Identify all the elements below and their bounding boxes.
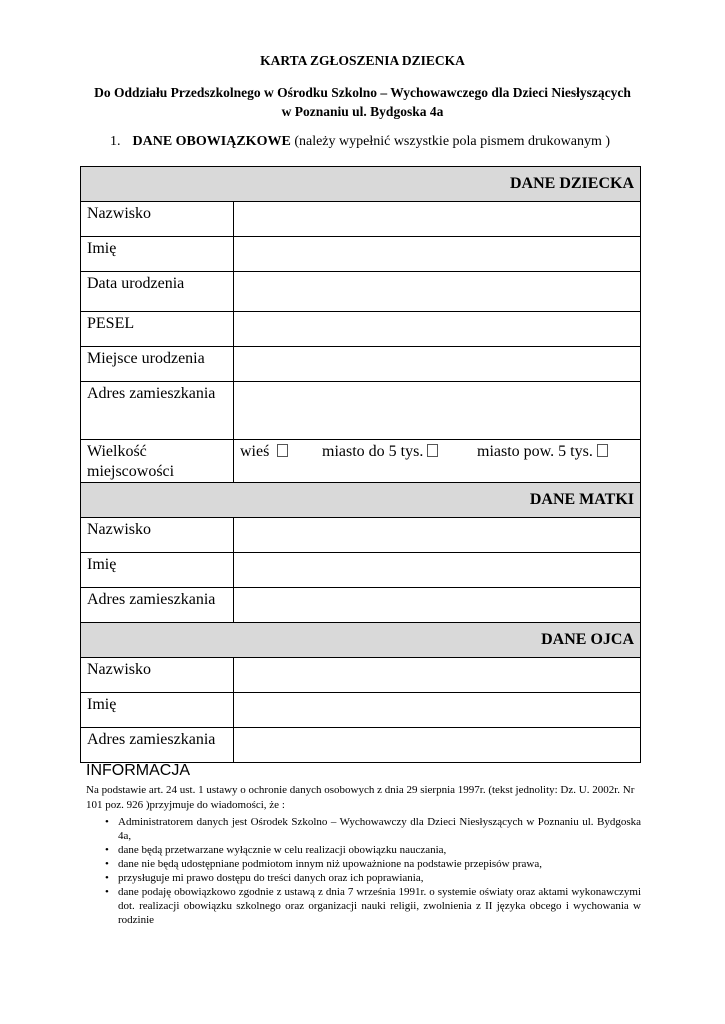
option-village-label: wieś <box>240 443 270 460</box>
child-surname-label: Nazwisko <box>81 202 234 237</box>
child-address-field[interactable] <box>234 382 641 440</box>
father-section-header: DANE OJCA <box>81 623 641 658</box>
father-first-name-label: Imię <box>81 693 234 728</box>
father-surname-label: Nazwisko <box>81 658 234 693</box>
info-intro: Na podstawie art. 24 ust. 1 ustawy o ochronie danych osobowych z dnia 29 sierpnia 1997r. (tekst jednolity: Dz. U. 2002r. Nr 101 poz. 926 )przyjmuje do wiadomości, że : <box>86 784 635 811</box>
father-surname-field[interactable] <box>234 658 641 693</box>
father-address-label: Adres zamieszkania <box>81 728 234 763</box>
bullet-icon: • <box>105 844 109 856</box>
list-item <box>86 871 641 885</box>
child-section-header: DANE DZIECKA <box>81 167 641 202</box>
option-large-town[interactable] <box>477 442 608 462</box>
child-surname-field[interactable] <box>234 202 641 237</box>
option-village[interactable] <box>240 442 322 462</box>
child-first-name-label: Imię <box>81 237 234 272</box>
list-item-text: dane będą przetwarzane wyłącznie w celu realizacji obowiązku nauczania, <box>118 844 447 856</box>
list-item <box>86 815 641 843</box>
child-pesel-field[interactable] <box>234 312 641 347</box>
section-label: DANE OBOWIĄZKOWE <box>132 134 291 149</box>
mother-first-name-label: Imię <box>81 553 234 588</box>
list-item <box>86 857 641 871</box>
child-address-label: Adres zamieszkania <box>81 382 234 440</box>
list-item <box>86 843 641 857</box>
list-item-text: dane nie będą udostępniane podmiotom innym niż upoważnione na podstawie przepisów prawa, <box>118 858 542 870</box>
child-first-name-field[interactable] <box>234 237 641 272</box>
option-small-town-label: miasto do 5 tys. <box>322 443 424 460</box>
mother-address-field[interactable] <box>234 588 641 623</box>
list-item-text: dane podaję obowiązkowo zgodnie z ustawą z dnia 7 września 1991r. o systemie oświaty oraz aktami wykonawczymi dot. realizacji obowiązku szkolnego oraz organizacji nauki religii, zwolnienia z II języka obcego i wychowania w rodzinie <box>118 886 641 926</box>
child-pesel-label: PESEL <box>81 312 234 347</box>
list-item-text: przysługuje mi prawo dostępu do treści danych oraz ich poprawiania, <box>118 872 424 884</box>
bullet-icon: • <box>105 886 109 898</box>
child-town-size-options <box>234 440 641 483</box>
bullet-icon: • <box>105 858 109 870</box>
section-heading <box>110 134 610 150</box>
mother-section-header: DANE MATKI <box>81 483 641 518</box>
mother-address-label: Adres zamieszkania <box>81 588 234 623</box>
father-address-field[interactable] <box>234 728 641 763</box>
child-birth-date-label: Data urodzenia <box>81 272 234 312</box>
checkbox-small-town[interactable] <box>427 444 438 457</box>
list-item-text: Administratorem danych jest Ośrodek Szkolno – Wychowawczy dla Dzieci Niesłyszących w Poznaniu ul. Bydgoska 4a, <box>118 816 641 842</box>
bullet-icon: • <box>105 816 109 828</box>
registration-form-table <box>80 166 641 763</box>
checkbox-large-town[interactable] <box>597 444 608 457</box>
child-town-size-label: Wielkość miejscowości <box>81 440 234 483</box>
father-first-name-field[interactable] <box>234 693 641 728</box>
option-small-town[interactable] <box>322 442 477 462</box>
list-item <box>86 885 641 927</box>
mother-first-name-field[interactable] <box>234 553 641 588</box>
bullet-icon: • <box>105 872 109 884</box>
option-large-town-label: miasto pow. 5 tys. <box>477 443 593 460</box>
child-birth-place-label: Miejsce urodzenia <box>81 347 234 382</box>
info-list <box>86 815 641 927</box>
mother-surname-label: Nazwisko <box>81 518 234 553</box>
child-birth-place-field[interactable] <box>234 347 641 382</box>
child-birth-date-field[interactable] <box>234 272 641 312</box>
form-subtitle: Do Oddziału Przedszkolnego w Ośrodku Szkolno – Wychowawczego dla Dzieci Niesłyszących w Poznaniu ul. Bydgoska 4a <box>94 85 631 119</box>
mother-surname-field[interactable] <box>234 518 641 553</box>
checkbox-village[interactable] <box>277 444 288 457</box>
section-note: (należy wypełnić wszystkie pola pismem drukowanym ) <box>294 134 611 149</box>
form-title: KARTA ZGŁOSZENIA DZIECKA <box>260 53 465 68</box>
info-title: INFORMACJA <box>86 762 190 779</box>
section-number: 1. <box>110 134 121 149</box>
